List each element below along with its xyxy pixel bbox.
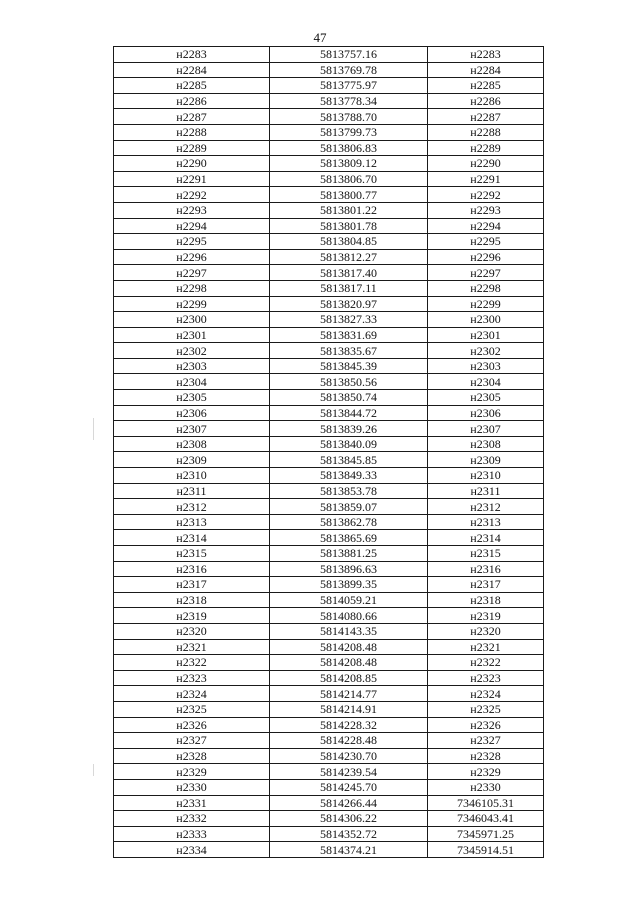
x-coordinate-cell: 5814208.48 [270,655,428,671]
x-coordinate-cell: 5814230.70 [270,748,428,764]
table-row [114,124,544,140]
point-id-cell: н2313 [114,514,270,530]
point-id-cell: н2328 [114,748,270,764]
x-coordinate-cell: 5813896.63 [270,561,428,577]
table-row [114,468,544,484]
x-coordinate-cell: 5813800.77 [270,187,428,203]
x-coordinate-cell: 5813899.35 [270,577,428,593]
table-row [114,842,544,858]
table-row [114,405,544,421]
y-coordinate-cell: н2296 [428,249,544,265]
point-id-cell: н2323 [114,670,270,686]
x-coordinate-cell: 5814214.91 [270,701,428,717]
table-row [114,795,544,811]
scan-margin-mark [93,764,94,776]
y-coordinate-cell: 7345971.25 [428,826,544,842]
y-coordinate-cell: н2322 [428,655,544,671]
table-row [114,78,544,94]
point-id-cell: н2303 [114,358,270,374]
x-coordinate-cell: 5814208.48 [270,639,428,655]
y-coordinate-cell: н2318 [428,592,544,608]
x-coordinate-cell: 5813809.12 [270,156,428,172]
table-row [114,343,544,359]
y-coordinate-cell: н2326 [428,717,544,733]
x-coordinate-cell: 5814228.32 [270,717,428,733]
x-coordinate-cell: 5813840.09 [270,436,428,452]
table-row [114,249,544,265]
point-id-cell: н2326 [114,717,270,733]
table-row [114,234,544,250]
x-coordinate-cell: 5813799.73 [270,124,428,140]
y-coordinate-cell: н2299 [428,296,544,312]
y-coordinate-cell: н2327 [428,733,544,749]
y-coordinate-cell: н2325 [428,701,544,717]
y-coordinate-cell: н2289 [428,140,544,156]
table-row [114,530,544,546]
y-coordinate-cell: н2312 [428,499,544,515]
point-id-cell: н2325 [114,701,270,717]
table-row [114,327,544,343]
x-coordinate-cell: 5813839.26 [270,421,428,437]
scan-margin-mark [93,418,94,440]
point-id-cell: н2331 [114,795,270,811]
x-coordinate-cell: 5814352.72 [270,826,428,842]
table-row [114,109,544,125]
point-id-cell: н2332 [114,811,270,827]
point-id-cell: н2292 [114,187,270,203]
point-id-cell: н2293 [114,202,270,218]
y-coordinate-cell: н2305 [428,390,544,406]
y-coordinate-cell: 7346105.31 [428,795,544,811]
x-coordinate-cell: 5814228.48 [270,733,428,749]
x-coordinate-cell: 5813849.33 [270,468,428,484]
table-row [114,686,544,702]
y-coordinate-cell: н2308 [428,436,544,452]
point-id-cell: н2304 [114,374,270,390]
table-row [114,514,544,530]
table-row [114,140,544,156]
point-id-cell: н2324 [114,686,270,702]
y-coordinate-cell: н2316 [428,561,544,577]
table-row [114,717,544,733]
y-coordinate-cell: н2300 [428,312,544,328]
table-row [114,546,544,562]
x-coordinate-cell: 5814266.44 [270,795,428,811]
point-id-cell: н2290 [114,156,270,172]
x-coordinate-cell: 5813850.56 [270,374,428,390]
table-row [114,452,544,468]
y-coordinate-cell: н2324 [428,686,544,702]
point-id-cell: н2294 [114,218,270,234]
point-id-cell: н2308 [114,436,270,452]
x-coordinate-cell: 5814143.35 [270,623,428,639]
x-coordinate-cell: 5814374.21 [270,842,428,858]
x-coordinate-cell: 5814059.21 [270,592,428,608]
table-row [114,93,544,109]
x-coordinate-cell: 5813801.22 [270,202,428,218]
y-coordinate-cell: н2329 [428,764,544,780]
table-row [114,421,544,437]
x-coordinate-cell: 5813850.74 [270,390,428,406]
point-id-cell: н2296 [114,249,270,265]
x-coordinate-cell: 5813862.78 [270,514,428,530]
point-id-cell: н2300 [114,312,270,328]
table-row [114,187,544,203]
x-coordinate-cell: 5813769.78 [270,62,428,78]
x-coordinate-cell: 5813845.39 [270,358,428,374]
y-coordinate-cell: н2320 [428,623,544,639]
table-row [114,156,544,172]
y-coordinate-cell: н2283 [428,47,544,63]
x-coordinate-cell: 5813775.97 [270,78,428,94]
table-row [114,218,544,234]
x-coordinate-cell: 5813817.40 [270,265,428,281]
y-coordinate-cell: н2323 [428,670,544,686]
x-coordinate-cell: 5813844.72 [270,405,428,421]
table-row [114,764,544,780]
table-row [114,499,544,515]
point-id-cell: н2309 [114,452,270,468]
y-coordinate-cell: н2290 [428,156,544,172]
x-coordinate-cell: 5813806.70 [270,171,428,187]
table-row [114,280,544,296]
point-id-cell: н2334 [114,842,270,858]
y-coordinate-cell: н2309 [428,452,544,468]
table-row [114,670,544,686]
point-id-cell: н2319 [114,608,270,624]
point-id-cell: н2311 [114,483,270,499]
y-coordinate-cell: н2330 [428,779,544,795]
point-id-cell: н2321 [114,639,270,655]
x-coordinate-cell: 5813788.70 [270,109,428,125]
table-row [114,202,544,218]
point-id-cell: н2298 [114,280,270,296]
y-coordinate-cell: н2307 [428,421,544,437]
point-id-cell: н2322 [114,655,270,671]
point-id-cell: н2320 [114,623,270,639]
point-id-cell: н2301 [114,327,270,343]
table-row [114,733,544,749]
point-id-cell: н2312 [114,499,270,515]
table-row [114,639,544,655]
x-coordinate-cell: 5813865.69 [270,530,428,546]
x-coordinate-cell: 5813812.27 [270,249,428,265]
point-id-cell: н2330 [114,779,270,795]
y-coordinate-cell: н2292 [428,187,544,203]
x-coordinate-cell: 5813831.69 [270,327,428,343]
point-id-cell: н2295 [114,234,270,250]
table-row [114,296,544,312]
x-coordinate-cell: 5814208.85 [270,670,428,686]
table-row [114,436,544,452]
y-coordinate-cell: н2317 [428,577,544,593]
y-coordinate-cell: н2302 [428,343,544,359]
table-row [114,561,544,577]
point-id-cell: н2302 [114,343,270,359]
x-coordinate-cell: 5813801.78 [270,218,428,234]
point-id-cell: н2333 [114,826,270,842]
y-coordinate-cell: н2303 [428,358,544,374]
y-coordinate-cell: н2319 [428,608,544,624]
point-id-cell: н2305 [114,390,270,406]
x-coordinate-cell: 5813835.67 [270,343,428,359]
point-id-cell: н2317 [114,577,270,593]
point-id-cell: н2286 [114,93,270,109]
point-id-cell: н2289 [114,140,270,156]
x-coordinate-cell: 5813881.25 [270,546,428,562]
table-row [114,655,544,671]
y-coordinate-cell: н2321 [428,639,544,655]
table-row [114,265,544,281]
x-coordinate-cell: 5814214.77 [270,686,428,702]
table-row [114,47,544,63]
table-row [114,577,544,593]
x-coordinate-cell: 5813806.83 [270,140,428,156]
y-coordinate-cell: н2287 [428,109,544,125]
point-id-cell: н2316 [114,561,270,577]
point-id-cell: н2329 [114,764,270,780]
table-row [114,748,544,764]
y-coordinate-cell: н2288 [428,124,544,140]
x-coordinate-cell: 5814306.22 [270,811,428,827]
x-coordinate-cell: 5813804.85 [270,234,428,250]
y-coordinate-cell: н2298 [428,280,544,296]
table-row [114,623,544,639]
y-coordinate-cell: н2306 [428,405,544,421]
table-row [114,390,544,406]
point-id-cell: н2287 [114,109,270,125]
y-coordinate-cell: 7345914.51 [428,842,544,858]
y-coordinate-cell: н2297 [428,265,544,281]
point-id-cell: н2283 [114,47,270,63]
coordinates-table [113,46,544,858]
y-coordinate-cell: н2301 [428,327,544,343]
point-id-cell: н2318 [114,592,270,608]
x-coordinate-cell: 5813827.33 [270,312,428,328]
x-coordinate-cell: 5813845.85 [270,452,428,468]
table-row [114,358,544,374]
table-row [114,483,544,499]
x-coordinate-cell: 5813757.16 [270,47,428,63]
table-row [114,701,544,717]
table-row [114,592,544,608]
y-coordinate-cell: н2294 [428,218,544,234]
y-coordinate-cell: н2310 [428,468,544,484]
table-row [114,826,544,842]
y-coordinate-cell: н2328 [428,748,544,764]
y-coordinate-cell: н2284 [428,62,544,78]
y-coordinate-cell: н2291 [428,171,544,187]
x-coordinate-cell: 5813859.07 [270,499,428,515]
x-coordinate-cell: 5814239.54 [270,764,428,780]
point-id-cell: н2288 [114,124,270,140]
table-row [114,779,544,795]
x-coordinate-cell: 5814245.70 [270,779,428,795]
y-coordinate-cell: н2295 [428,234,544,250]
x-coordinate-cell: 5814080.66 [270,608,428,624]
point-id-cell: н2285 [114,78,270,94]
y-coordinate-cell: н2286 [428,93,544,109]
point-id-cell: н2310 [114,468,270,484]
y-coordinate-cell: н2314 [428,530,544,546]
table-row [114,374,544,390]
point-id-cell: н2327 [114,733,270,749]
point-id-cell: н2314 [114,530,270,546]
point-id-cell: н2299 [114,296,270,312]
point-id-cell: н2306 [114,405,270,421]
x-coordinate-cell: 5813820.97 [270,296,428,312]
page-number: 47 [313,30,327,45]
table-row [114,608,544,624]
x-coordinate-cell: 5813817.11 [270,280,428,296]
point-id-cell: н2315 [114,546,270,562]
x-coordinate-cell: 5813853.78 [270,483,428,499]
y-coordinate-cell: н2285 [428,78,544,94]
point-id-cell: н2284 [114,62,270,78]
point-id-cell: н2307 [114,421,270,437]
y-coordinate-cell: н2293 [428,202,544,218]
point-id-cell: н2297 [114,265,270,281]
y-coordinate-cell: 7346043.41 [428,811,544,827]
y-coordinate-cell: н2313 [428,514,544,530]
y-coordinate-cell: н2304 [428,374,544,390]
coordinates-table-body [114,47,544,858]
point-id-cell: н2291 [114,171,270,187]
table-row [114,171,544,187]
y-coordinate-cell: н2311 [428,483,544,499]
table-row [114,811,544,827]
table-row [114,312,544,328]
x-coordinate-cell: 5813778.34 [270,93,428,109]
table-row [114,62,544,78]
y-coordinate-cell: н2315 [428,546,544,562]
